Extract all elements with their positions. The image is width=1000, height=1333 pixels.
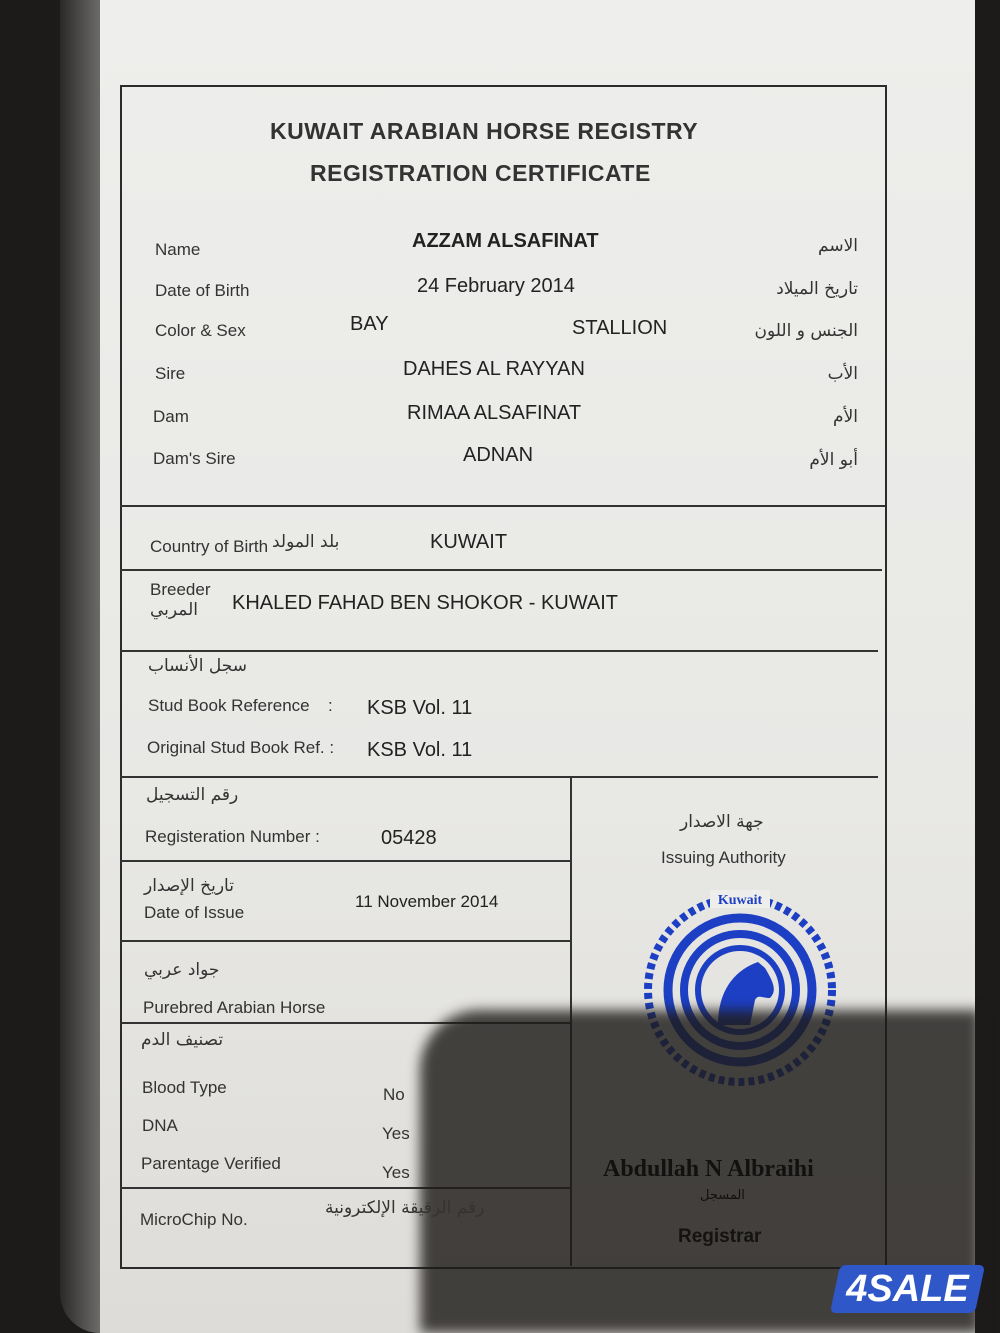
breeder-label: Breeder [150,580,211,599]
country-value: KUWAIT [430,531,508,553]
color-sex-label: Color & Sex [155,321,246,340]
seal-text: Kuwait [717,893,763,908]
studbook-ar: سجل الأنساب [148,656,247,676]
color-value: BAY [350,313,389,335]
name-label: Name [155,240,201,259]
sire-ar: الأب [827,364,858,384]
name-value: AZZAM ALSAFINAT [412,230,599,252]
dob-label: Date of Birth [155,281,250,300]
sex-value: STALLION [572,317,668,339]
divider [120,505,885,507]
registration-value: 05428 [381,827,437,849]
certificate-title: REGISTRATION CERTIFICATE [310,160,651,186]
microchip-ar: رقم الرقيقة الإلكترونية [325,1198,485,1218]
sire-label: Sire [155,364,186,383]
divider [120,650,878,652]
dob-ar: تاريخ الميلاد [776,279,858,299]
orig-studbook-value: KSB Vol. 11 [367,739,473,761]
authority-label: Issuing Authority [661,848,786,867]
issue-ar: تاريخ الإصدار [144,876,234,896]
dna-label: DNA [142,1116,178,1135]
parentage-label: Parentage Verified [141,1154,281,1173]
registry-title: KUWAIT ARABIAN HORSE REGISTRY [270,118,699,144]
dams-sire-value: ADNAN [463,444,534,466]
signatory-name: Abdullah N Albraihi [603,1156,814,1182]
name-ar: الاسم [818,236,858,256]
breed-ar: جواد عربي [144,960,220,980]
issue-value: 11 November 2014 [355,892,499,911]
blood-type-value: No [383,1085,405,1104]
registration-label: Registeration Number : [145,827,320,846]
breeder-value: KHALED FAHAD BEN SHOKOR - KUWAIT [232,592,618,614]
blood-type-label: Blood Type [142,1078,227,1097]
dam-label: Dam [153,407,189,426]
breeder-ar: المربي [150,600,199,620]
divider [120,569,882,571]
authority-ar: جهة الاصدار [680,812,764,832]
orig-studbook-label: Original Stud Book Ref. : [147,738,335,757]
country-ar: بلد المولد [272,532,340,552]
registrar-label: Registrar [678,1226,762,1247]
issue-label: Date of Issue [144,903,245,922]
sire-value: DAHES AL RAYYAN [403,358,585,380]
divider [120,860,570,862]
dams-sire-label: Dam's Sire [153,449,236,468]
studbook-ref-sep: : [328,696,333,715]
divider [120,776,878,778]
breed-label: Purebred Arabian Horse [143,998,326,1017]
signatory-ar: المسجل [700,1188,745,1203]
microchip-label: MicroChip No. [140,1210,248,1229]
registration-ar: رقم التسجيل [146,785,239,805]
watermark-logo: 4SALE [830,1265,985,1313]
blood-ar: تصنيف الدم [141,1030,224,1050]
divider [120,940,570,942]
dna-value: Yes [382,1124,410,1143]
dam-value: RIMAA ALSAFINAT [407,402,582,424]
dam-ar: الأم [833,407,858,427]
dams-sire-ar: أبو الأم [809,450,858,470]
dob-value: 24 February 2014 [417,275,575,297]
parentage-value: Yes [382,1163,410,1182]
color-sex-ar: الجنس و اللون [754,321,858,341]
studbook-ref-value: KSB Vol. 11 [367,697,473,719]
country-label: Country of Birth [150,537,269,556]
studbook-ref-label: Stud Book Reference [148,696,310,715]
